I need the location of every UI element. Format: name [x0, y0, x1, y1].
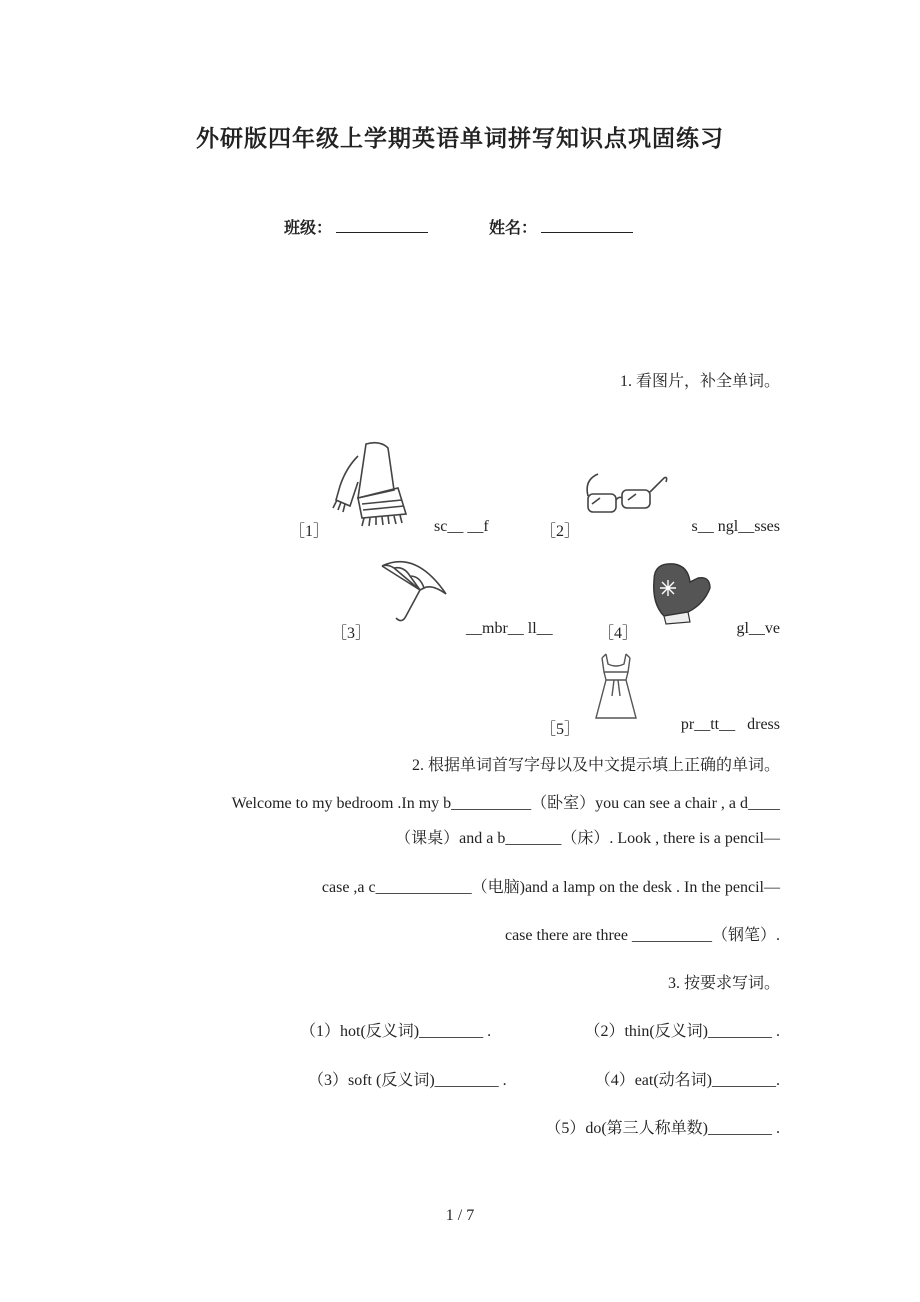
- item3-number: ［3］: [331, 625, 372, 642]
- item5-number: ［5］: [540, 721, 581, 738]
- item5-word: pr__tt__ dress: [680, 716, 780, 733]
- section2-heading: 2. 根据单词首写字母以及中文提示填上正确的单词。: [411, 757, 780, 774]
- item1-number: ［1］: [289, 523, 330, 540]
- section3-item-4: （4）eat(动名词)________.: [594, 1072, 780, 1089]
- sunglasses-icon: [584, 468, 670, 528]
- item2-number: ［2］: [540, 523, 581, 540]
- item2-word: s__ ngl__sses: [691, 518, 780, 535]
- scarf-icon: [328, 438, 412, 528]
- section2-line-1: Welcome to my bedroom .In my b__________（卧室）you can see a chair , a d____: [231, 795, 780, 812]
- section3-item-2: （2）thin(反义词)________ .: [584, 1023, 780, 1040]
- page-title: 外研版四年级上学期英语单词拼写知识点巩固练习: [196, 126, 724, 152]
- section3-item-5: （5）do(第三人称单数)________ .: [545, 1120, 780, 1137]
- class-blank[interactable]: [336, 218, 428, 233]
- section3-heading: 3. 按要求写词。: [667, 975, 780, 992]
- section1-heading: 1. 看图片，补全单词。: [619, 373, 780, 390]
- section3-item-3: （3）soft (反义词)________ .: [308, 1072, 507, 1089]
- class-field: [284, 215, 428, 238]
- glove-icon: [644, 560, 718, 626]
- dress-icon: [592, 650, 640, 722]
- page-number: 1 / 7: [445, 1207, 475, 1224]
- section2-line-3: case ,a c____________（电脑)and a lamp on the desk . In the pencil—: [321, 879, 780, 896]
- item4-number: ［4］: [598, 625, 639, 642]
- name-blank[interactable]: [541, 218, 633, 233]
- item3-word: __mbr__ ll__: [466, 620, 553, 637]
- name-field: [489, 215, 633, 238]
- item4-word: gl__ve: [736, 620, 780, 637]
- item1-word: sc__ __f: [434, 518, 489, 535]
- name-label: 姓名：: [489, 218, 538, 237]
- class-label: 班级：: [284, 218, 333, 237]
- section2-line-2: （课桌）and a b_______（床）. Look , there is a pencil—: [395, 830, 780, 847]
- section2-line-4: case there are three __________（钢笔）.: [504, 927, 780, 944]
- umbrella-icon: [376, 554, 452, 630]
- section3-item-1: （1）hot(反义词)________ .: [300, 1023, 492, 1040]
